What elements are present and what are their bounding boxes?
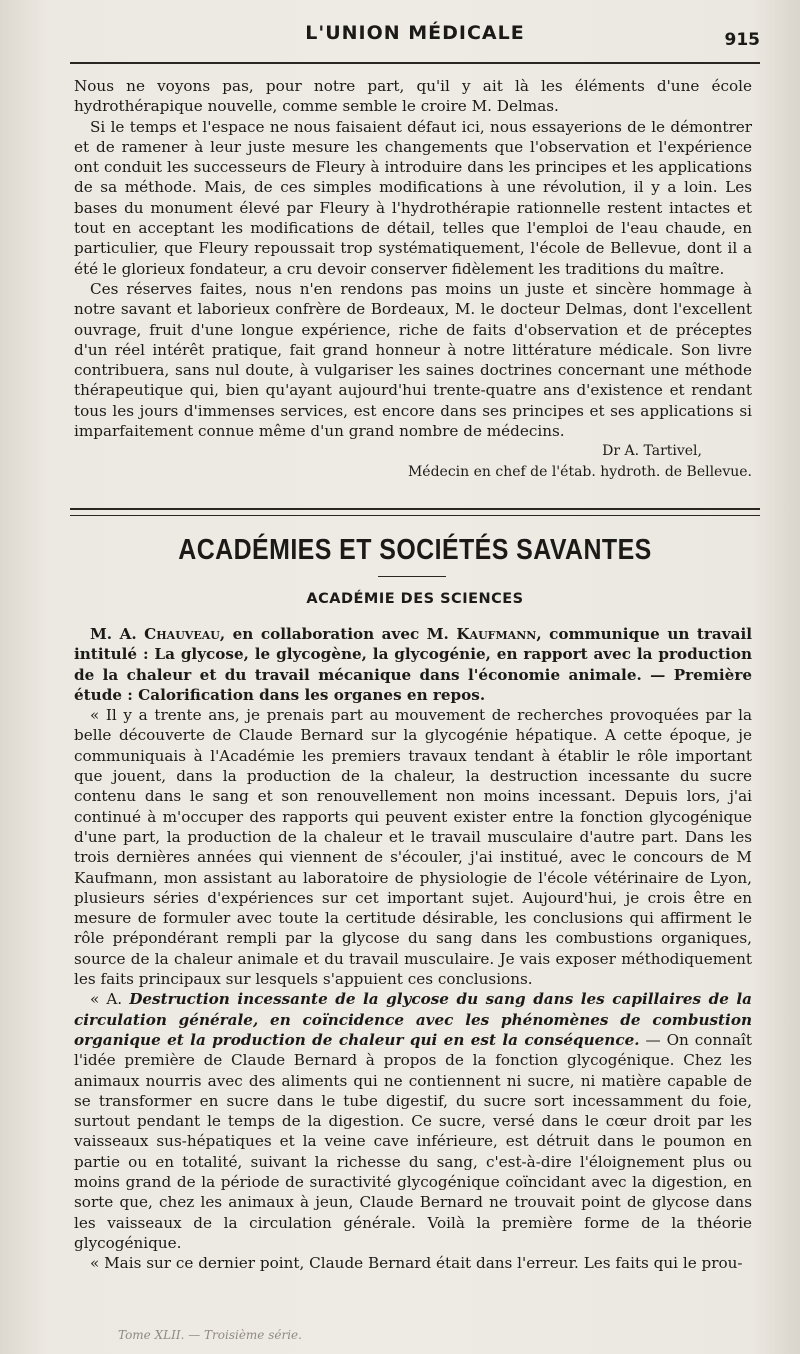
article-paragraph-3: Ces réserves faites, nous n'en rendons pas moins un juste et sincère hommage à notre savant et laborieux confrère de Bordeaux, M. le docteur Delmas, dont l'excellent ouvrage, fruit d'une longue expérience, riche de faits d'observation et de préceptes d'un réel intérêt pratique, fait grand honneur à notre littérature médicale. Son livre contribuera, sans nul doute, à vulgariser les saines doctrines concernant une méthode thérapeutique qui, bien qu'ayant aujourd'hui trente-quatre ans d'existence et rendant tous les jours d'immenses services, est encore dans ses principes et ses applications si imparfaitement connue même d'un grand nombre de médecins. xyxy=(74,279,752,441)
point-a-heading: Destruction incessante de la glycose du sang dans les capillaires de la circulation générale, en coïncidence avec les phénomènes de combustion organique et la production de chaleur qui en est la conséquence. xyxy=(74,990,752,1049)
point-a-text: — On connaît l'idée première de Claude Bernard à propos de la fonction glycogénique. Chez les animaux nourris avec des aliments qui ne contiennent ni sucre, ni matière capable de se transformer en sucre dans le tube digestif, du sucre sort incessamment du foie, surtout pendant le temps de la digestion. Ce sucre, versé dans le cœur droit par les vaisseaux sus-hépatiques et la veine cave inférieure, est détruit dans le poumon en partie ou en totalité, suivant la richesse du sang, c'est-à-dire l'éloignement plus ou moins grand de la période de suractivité glycogénique coïncidant avec la digestion, en sorte que, chez les animaux à jeun, Claude Bernard ne trouvait point de glycose dans les vaisseaux de la circulation générale. Voilà la première forme de la théorie glycogénique. xyxy=(74,1030,752,1252)
page-number: 915 xyxy=(724,30,760,50)
page-header xyxy=(70,22,760,56)
point-a-lead: « A. xyxy=(90,990,130,1009)
running-title: L'UNION MÉDICALE xyxy=(305,22,525,44)
intro-connector: , en collaboration avec M. xyxy=(219,625,457,643)
review-article xyxy=(74,76,752,482)
article-paragraph-1: Nous ne voyons pas, pour notre part, qu'il y ait là les éléments d'une école hydrothérapique nouvelle, comme semble le croire M. Delmas. xyxy=(74,77,752,116)
signature-title: Médecin en chef de l'étab. hydroth. de Bellevue. xyxy=(407,463,752,480)
header-rule xyxy=(70,62,760,64)
title-underline xyxy=(378,576,446,577)
signature-name: Dr A. Tartivel, xyxy=(602,443,702,460)
footer-note: Tome XLII. — Troisième série. xyxy=(118,1328,302,1342)
subsection-title: ACADÉMIE DES SCIENCES xyxy=(306,591,524,607)
quote-paragraph-1: « Il y a trente ans, je prenais part au mouvement de recherches provoquées par la belle découverte de Claude Bernard sur la glycogénie hépatique. A cette époque, je communiquais à l'Académie les premiers travaux tendant à établir le rôle important que jouent, dans la production de la chaleur, la destruction incessante du sucre contenu dans le sang et son renouvellement non moins incessant. Depuis lors, j'ai continué à m'occuper des rapports qui peuvent exister entre la fonction glycogénique d'une part, la production de la chaleur et le travail musculaire d'autre part. Dans les trois dernières années qui viennent de s'écouler, j'ai institué, avec le concours de M Kaufmann, mon assistant au laboratoire de physiologie de l'école vétérinaire de Lyon, plusieurs séries d'expériences sur cet important sujet. Aujourd'hui, je crois être en mesure de formuler avec toute la certitude désirable, les conclusions qui affirment le rôle prépondérant rempli par la glycose du sang dans les combustions organiques, source de la chaleur animale et du travail musculaire. Je vais exposer méthodiquement les faits principaux sur lesquels s'appuient ces conclusions. xyxy=(74,706,752,989)
section-title: ACADÉMIES ET SOCIÉTÉS SAVANTES xyxy=(178,534,652,566)
coauthor-name: Kaufmann xyxy=(456,625,537,643)
intro-title: , communique un travail intitulé : La glycose, le glycogène, la glycogénie, en rapport avec la production de la chaleur et du travail mécanique dans l'économie animale. — Première étude : Calorification dans les organes en repos. xyxy=(74,625,752,704)
report-intro xyxy=(74,624,752,705)
quote-paragraph-last: « Mais sur ce dernier point, Claude Bernard était dans l'erreur. Les faits qui le prou- xyxy=(90,1254,743,1273)
article-paragraph-2: Si le temps et l'espace ne nous faisaient défaut ici, nous essayerions de le démontrer et de ramener à leur juste mesure les changements que l'observation et l'expérience ont conduit les successeurs de Fleury à introduire dans les principes et les applications de sa méthode. Mais, de ces simples modifications à une révolution, il y a loin. Les bases du monument élevé par Fleury à l'hydrothérapie rationnelle restent intactes et tout en acceptant les modifications de détail, telles que l'emploi de l'eau chaude, en particulier, que Fleury repoussait trop systématiquement, l'école de Bellevue, dont il a été le glorieux fondateur, a cru devoir conserver fidèlement les traditions du maître. xyxy=(74,117,752,278)
section-divider xyxy=(70,508,760,516)
quote-paragraph-a xyxy=(74,989,752,1253)
speaker-name: M. A. Chauveau xyxy=(90,625,220,643)
academy-report xyxy=(74,624,752,1274)
